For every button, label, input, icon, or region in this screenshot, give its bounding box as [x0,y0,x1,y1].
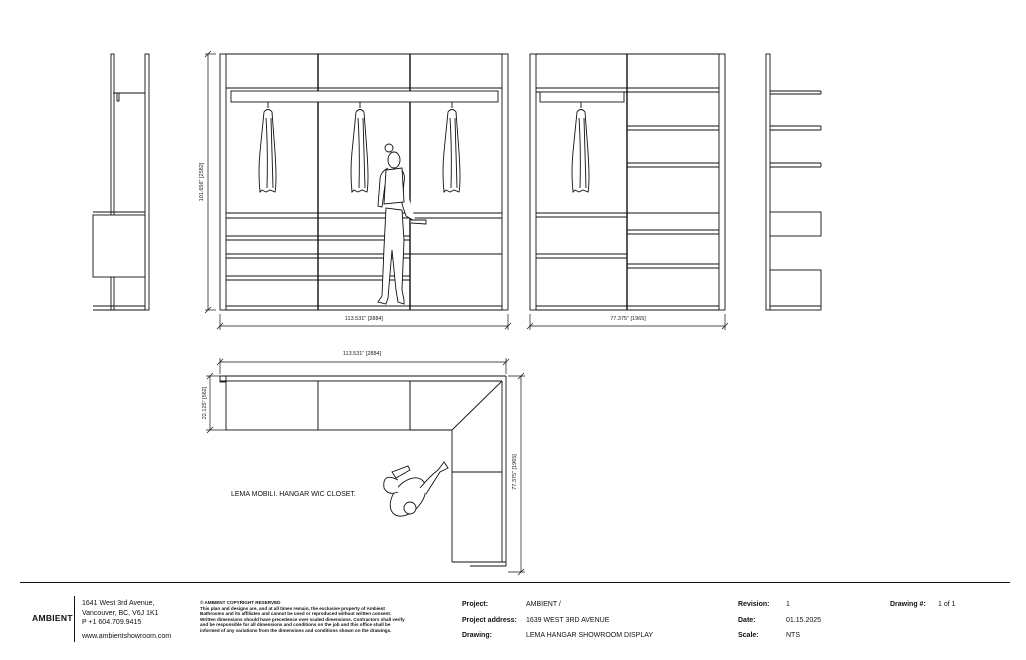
scale-value: NTS [786,632,800,639]
revision-value: 1 [786,601,790,608]
elev1-height-label: 101.656" [2582] [199,162,205,202]
scale-label: Scale: [738,632,759,639]
project-address-label: Project address: [462,617,517,624]
garment-icon [259,102,276,192]
elev1-height-dimension [205,51,216,313]
drawing-number-value: 1 of 1 [938,601,956,608]
plan-return-label: 77.375" [1965] [512,454,518,490]
drawing-value: LEMA HANGAR SHOWROOM DISPLAY [526,632,654,639]
elev1-width-label: 113.531" [2884] [344,316,384,322]
plan-view [220,376,506,566]
address-line-2: Vancouver, BC, V6J 1K1 [82,609,159,617]
project-label: Project: [462,601,489,608]
drawing-number-label: Drawing #: [890,601,926,608]
title-block-divider [20,582,1010,583]
project-address-value: 1639 WEST 3RD AVENUE [526,617,610,624]
address-line-1: 1641 West 3rd Avenue, [82,600,155,607]
copyright-text: This plan and designs are, and at all times remain, the exclusive property of Ambient Bathrooms and its affiliates and cannot be used or reproduced without written consent. Written dimensions should have precedence over scaled dimensions. Contractors shall verify and be responsible for all dimensions and conditions on the job and this office shall be informed of any variations from the dimensions and conditions shown on the drawings. [200,605,405,633]
project-value: AMBIENT / [526,601,561,608]
date-value: 01.15.2025 [786,617,822,624]
plan-depth-label: 22.125" [562] [202,386,208,420]
garment-icon [351,102,368,192]
plan-width-dimension [217,358,509,374]
date-label: Date: [738,617,756,624]
company-address [82,599,171,641]
garment-icon [443,102,460,192]
drawing-label: Drawing: [462,632,492,639]
brand-name: AMBIENT [32,613,73,623]
plan-width-label: 113.531" [2884] [342,351,382,357]
elev2-width-label: 77.375" [1965] [610,316,646,322]
topdown-person-icon [383,462,448,523]
second-elevation [530,54,725,310]
left-side-section [93,54,149,310]
right-side-section [766,54,821,310]
copyright-heading: © AMBIENT COPYRIGHT RESERVED [200,600,281,605]
phone-number: P +1 604.709.9415 [82,619,142,626]
standing-person-icon [378,144,426,304]
website-link[interactable]: www.ambientshowroom.com [82,632,172,640]
copyright-notice [200,600,405,634]
revision-label: Revision: [738,601,770,608]
plan-note: LEMA MOBILI. HANGAR WIC CLOSET. [231,491,356,498]
title-block-separator [74,596,75,642]
garment-icon [572,102,589,192]
